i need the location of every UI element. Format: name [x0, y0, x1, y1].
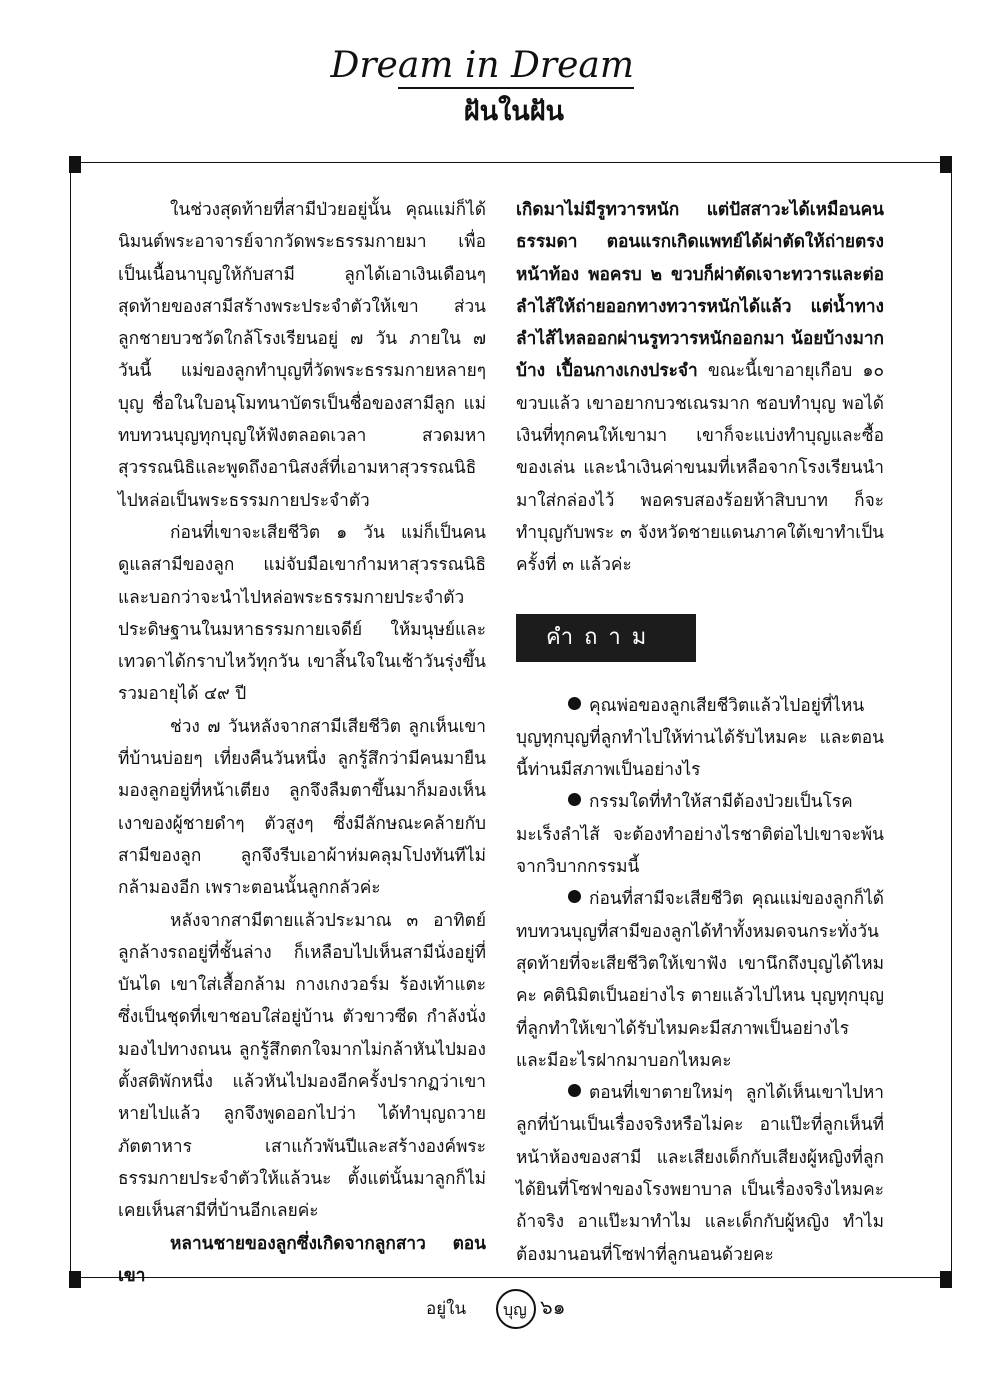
- frame-corner-top-right: [940, 156, 952, 173]
- paragraph: ก่อนที่เขาจะเสียชีวิต ๑ วัน แม่ก็เป็นคนดูแลสามีของลูก แม่จับมือเขากำมหาสุวรรณนิธิ และบอกว่าจะนำไปหล่อพระธรรมกายประจำตัว ประดิษฐานในมหาธรรมกายเจดีย์ ให้มนุษย์และเทวดาได้กราบไหว้ทุกวัน เขาสิ้นใจในเช้าวันรุ่งขึ้น รวมอายุได้ ๔๙ ปี: [118, 522, 486, 705]
- question-item: [516, 786, 884, 883]
- paragraph: ช่วง ๗ วันหลังจากสามีเสียชีวิต ลูกเห็นเขาที่บ้านบ่อยๆ เที่ยงคืนวันหนึ่ง ลูกรู้สึกว่ามีคนมายืนมองลูกอยู่ที่หน้าเตียง ลูกจึงลืมตาขึ้นมาก็มองเห็นเงาของผู้ชายดำๆ ตัวสูงๆ ซึ่งมีลักษณะคล้ายกับสามีของลูก ลูกจึงรีบเอาผ้าห่มคลุมโปงทันทีไม่กล้ามองอีก เพราะตอนนั้นลูกกลัวค่ะ: [118, 716, 486, 899]
- page-number: ๖๑: [540, 1295, 566, 1319]
- question-text: คุณพ่อของลูกเสียชีวิตแล้วไปอยู่ที่ไหน บุญทุกบุญที่ลูกทำไปให้ท่านได้รับไหมคะ และตอนนี้ท่านมีสภาพเป็นอย่างไร: [516, 695, 884, 781]
- bullet-icon: [568, 697, 581, 710]
- frame-left-border: [70, 162, 71, 1278]
- logo-text-left: อยู่ใน: [426, 1299, 467, 1319]
- question-text: กรรมใดที่ทำให้สามีต้องป่วยเป็นโรคมะเร็งลำไส้ จะต้องทำอย่างไรชาติต่อไปเขาจะพ้นจากวิบากกรรมนี้: [516, 792, 884, 878]
- bullet-icon: [568, 1084, 581, 1097]
- bold-text: เกิดมาไม่มีรูทวารหนัก แต่ปัสสาวะได้เหมือนคนธรรมดา ตอนแรกเกิดแพทย์ได้ผ่าตัดให้ถ่ายตรงหน้าท้อง พอครบ ๒ ขวบก็ผ่าตัดเจาะทวารและต่อลำไส้ให้ถ่ายออกทางทวารหนักได้แล้ว แต่น้ำทางลำไส้ไหลออกผ่านรูทวารหนักออกมา น้อยบ้างมากบ้าง เปื้อนกางเกงประจำ: [516, 200, 884, 382]
- paragraph: [516, 194, 884, 582]
- frame-corner-bottom-right: [940, 1271, 952, 1288]
- right-column: [516, 194, 884, 1271]
- frame-corner-bottom-left: [69, 1271, 81, 1288]
- paragraph-bold: หลานชายของลูกซึ่งเกิดจากลูกสาว ตอนเขา: [118, 1233, 486, 1286]
- question-item: [516, 883, 884, 1077]
- paragraph: ในช่วงสุดท้ายที่สามีป่วยอยู่นั้น คุณแม่ก็ได้นิมนต์พระอาจารย์จากวัดพระธรรมกายมา เพื่อเป็นเนื้อนาบุญให้กับสามี ลูกได้เอาเงินเดือนๆ สุดท้ายของสามีสร้างพระประจำตัวให้เขา ส่วนลูกชายบวชวัดใกล้โรงเรียนอยู่ ๗ วัน ภายใน ๗ วันนี้ แม่ของลูกทำบุญที่วัดพระธรรมกายหลายๆ บุญ ชื่อในใบอนุโมทนาบัตรเป็นชื่อของสามีลูก แม่ทบทวนบุญทุกบุญให้ฟังตลอดเวลา สวดมหาสุวรรณนิธิและพูดถึงอานิสงส์ที่เอามหาสุวรรณนิธิไปหล่อเป็นพระธรรมกายประจำตัว: [118, 200, 486, 511]
- page-title-english: Dream in Dream: [330, 45, 634, 86]
- frame-corner-top-left: [69, 156, 81, 173]
- bullet-icon: [568, 793, 581, 806]
- question-text: ก่อนที่สามีจะเสียชีวิต คุณแม่ของลูกก็ได้ทบทวนบุญที่สามีของลูกได้ทำทั้งหมดจนกระทั่งวันสุดท้ายที่จะเสียชีวิตให้เขาฟัง เขานึกถึงบุญได้ไหมคะ คตินิมิตเป็นอย่างไร ตายแล้วไปไหน บุญทุกบุญที่ลูกทำให้เขาได้รับไหมคะมีสภาพเป็นอย่างไร และมีอะไรฝากมาบอกไหมคะ: [516, 889, 884, 1071]
- question-heading: คำถาม: [516, 614, 696, 662]
- question-item: [516, 1077, 884, 1271]
- page-title-thai: ฝันในฝัน: [463, 96, 564, 127]
- paragraph: หลังจากสามีตายแล้วประมาณ ๓ อาทิตย์ ลูกล้างรถอยู่ที่ชั้นล่าง ก็เหลือบไปเห็นสามีนั่งอยู่ที่บันได เขาใส่เสื้อกล้าม กางเกงวอร์ม ร้องเท้าแตะ ซึ่งเป็นชุดที่เขาชอบใส่อยู่บ้าน ตัวขาวซีด กำลังนั่งมองไปทางถนน ลูกรู้สึกตกใจมากไม่กล้าหันไปมองตั้งสติพักหนึ่ง แล้วหันไปมองอีกครั้งปรากฏว่าเขาหายไปแล้ว ลูกจึงพูดออกไปว่า ได้ทำบุญถวายภัตตาหาร เสาแก้วพันปีและสร้างองค์พระธรรมกายประจำตัวให้แล้วนะ ตั้งแต่นั้นมาลูกก็ไม่เคยเห็นสามีที่บ้านอีกเลยค่ะ: [118, 910, 486, 1222]
- logo-text-right: บุญ: [503, 1300, 527, 1319]
- question-item: [516, 690, 884, 787]
- magazine-logo: [424, 1287, 538, 1331]
- bullet-icon: [568, 890, 581, 903]
- title-underline: [398, 87, 634, 89]
- frame-top-border: [70, 162, 952, 163]
- frame-right-border: [951, 162, 952, 1278]
- regular-text: ขณะนี้เขาอายุเกือบ ๑๐ ขวบแล้ว เขาอยากบวชเณรมาก ชอบทำบุญ พอได้เงินที่ทุกคนให้เขามา เขาก็จะแบ่งทำบุญและซื้อของเล่น และนำเงินค่าขนมที่เหลือจากโรงเรียนนำมาใส่กล่องไว้ พอครบสองร้อยห้าสิบบาท ก็จะทำบุญกับพระ ๓ จังหวัดชายแดนภาคใต้เขาทำเป็นครั้งที่ ๓ แล้วค่ะ: [516, 361, 884, 576]
- left-column: [118, 194, 486, 1292]
- question-text: ตอนที่เขาตายใหม่ๆ ลูกได้เห็นเขาไปหาลูกที่บ้านเป็นเรื่องจริงหรือไม่คะ อาแป๊ะที่ลูกเห็นที่หน้าห้องของสามี และเสียงเด็กกับเสียงผู้หญิงที่ลูกได้ยินที่โซฟาของโรงพยาบาล เป็นเรื่องจริงไหมคะ ถ้าจริง อาแป๊ะมาทำไม และเด็กกับผู้หญิง ทำไมต้องมานอนที่โซฟาที่ลูกนอนด้วยคะ: [516, 1083, 884, 1265]
